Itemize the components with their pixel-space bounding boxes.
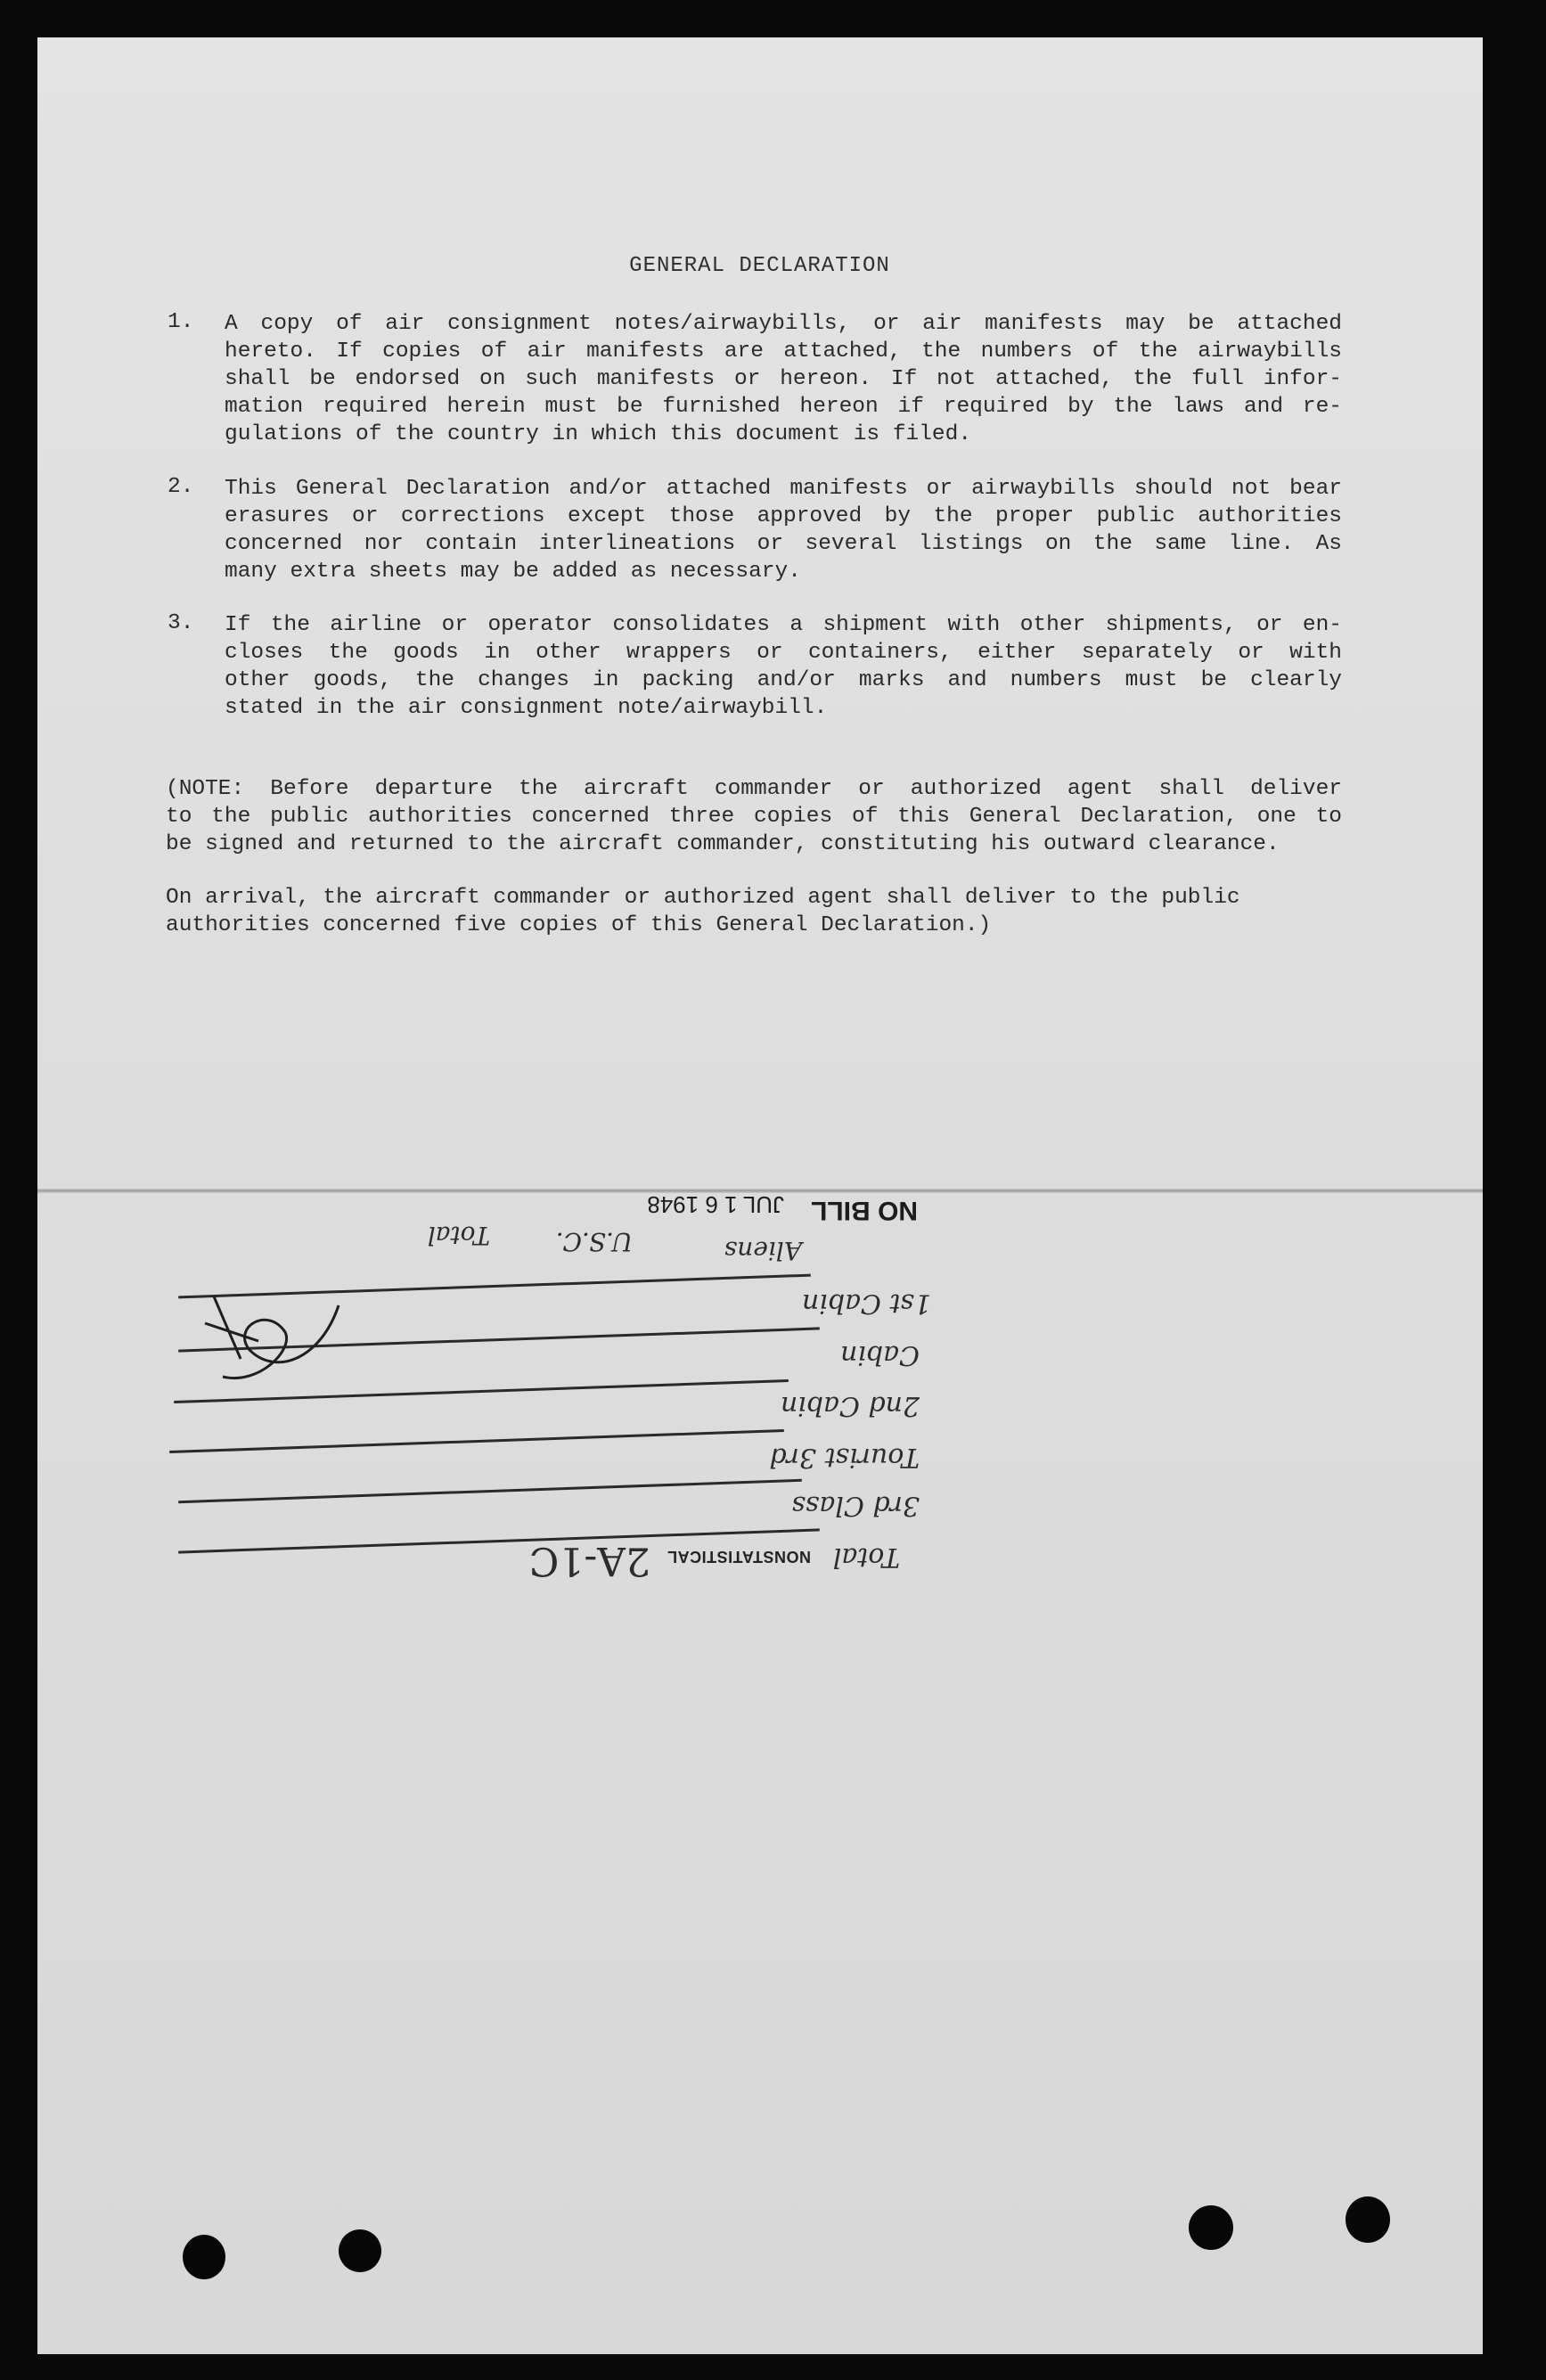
item-3-line: If the airline or operator consolidates a shipment with other shipments, or en- — [225, 613, 1342, 637]
item-2-line: concerned nor contain interlineations or several listings on the same line. As — [225, 532, 1342, 556]
date-stamp: JUL 1 6 1948 — [647, 1191, 784, 1218]
note-paragraph — [166, 775, 1342, 858]
no-bill-stamp: NO BILL — [811, 1196, 918, 1225]
note-line: (NOTE: Before departure the aircraft commander or authorized agent shall deliver — [166, 777, 1342, 801]
arrival-line: authorities concerned five copies of this General Declaration.) — [166, 913, 992, 937]
handwritten-initials — [196, 1288, 356, 1412]
item-1-line: shall be endorsed on such manifests or hereon. If not attached, the full infor- — [225, 367, 1342, 391]
hole-punch — [183, 2235, 225, 2279]
item-3-line: other goods, the changes in packing and/or marks and numbers must be clearly — [225, 668, 1342, 692]
item-1-line: A copy of air consignment notes/airwaybills, or air manifests may be attached — [225, 312, 1342, 336]
item-3-line: stated in the air consignment note/airwaybill. — [225, 696, 828, 720]
note-line: be signed and returned to the aircraft commander, constituting his outward clearance. — [166, 832, 1280, 856]
item-2-number: 2. — [168, 475, 194, 499]
hole-punch — [1189, 2205, 1233, 2250]
stamp-row-label: Cabin — [840, 1339, 920, 1370]
item-2-text — [225, 475, 1342, 585]
item-3-number: 3. — [168, 611, 194, 635]
item-1-line: gulations of the country in which this document is filed. — [225, 422, 972, 446]
stamp-row-label: 3rd Class — [791, 1490, 920, 1521]
item-2-line: This General Declaration and/or attached manifests or airwaybills should not bear — [225, 477, 1342, 501]
hole-punch — [1346, 2196, 1390, 2243]
column-header-total: Total — [427, 1221, 490, 1250]
stamp-row-label: Total — [832, 1542, 900, 1573]
stamp-row-label: Tourist 3rd — [769, 1442, 920, 1473]
column-header-aliens: Aliens — [724, 1236, 802, 1265]
document-title: GENERAL DECLARATION — [629, 254, 890, 278]
immigration-stamp — [151, 1191, 936, 1662]
item-3-line: closes the goods in other wrappers or containers, either separately or with — [225, 641, 1342, 665]
stamp-row-line — [169, 1429, 784, 1453]
item-2-line: erasures or corrections except those approved by the proper public authorities — [225, 504, 1342, 528]
stamp-row-label: 1st Cabin — [801, 1288, 931, 1319]
hole-punch — [339, 2229, 381, 2272]
stamp-row-line — [178, 1479, 802, 1503]
item-2-line: many extra sheets may be added as necessary. — [225, 560, 801, 584]
arrival-line: On arrival, the aircraft commander or authorized agent shall deliver to the public — [166, 886, 1240, 910]
item-1-line: mation required herein must be furnished hereon if required by the laws and re- — [225, 395, 1342, 419]
item-1-text — [225, 310, 1342, 448]
nonstatistical-stamp: NONSTATISTICAL — [667, 1548, 811, 1566]
handwritten-code: 2A-1C — [528, 1538, 650, 1583]
item-3-text — [225, 611, 1342, 722]
stamp-row-label: 2nd Cabin — [780, 1390, 920, 1421]
arrival-paragraph — [166, 884, 1342, 939]
item-1-line: hereto. If copies of air manifests are attached, the numbers of the airwaybills — [225, 339, 1342, 364]
column-header-usc: U.S.C. — [555, 1227, 633, 1256]
item-1-number: 1. — [168, 310, 194, 334]
note-line: to the public authorities concerned three copies of this General Declaration, one to — [166, 805, 1342, 829]
